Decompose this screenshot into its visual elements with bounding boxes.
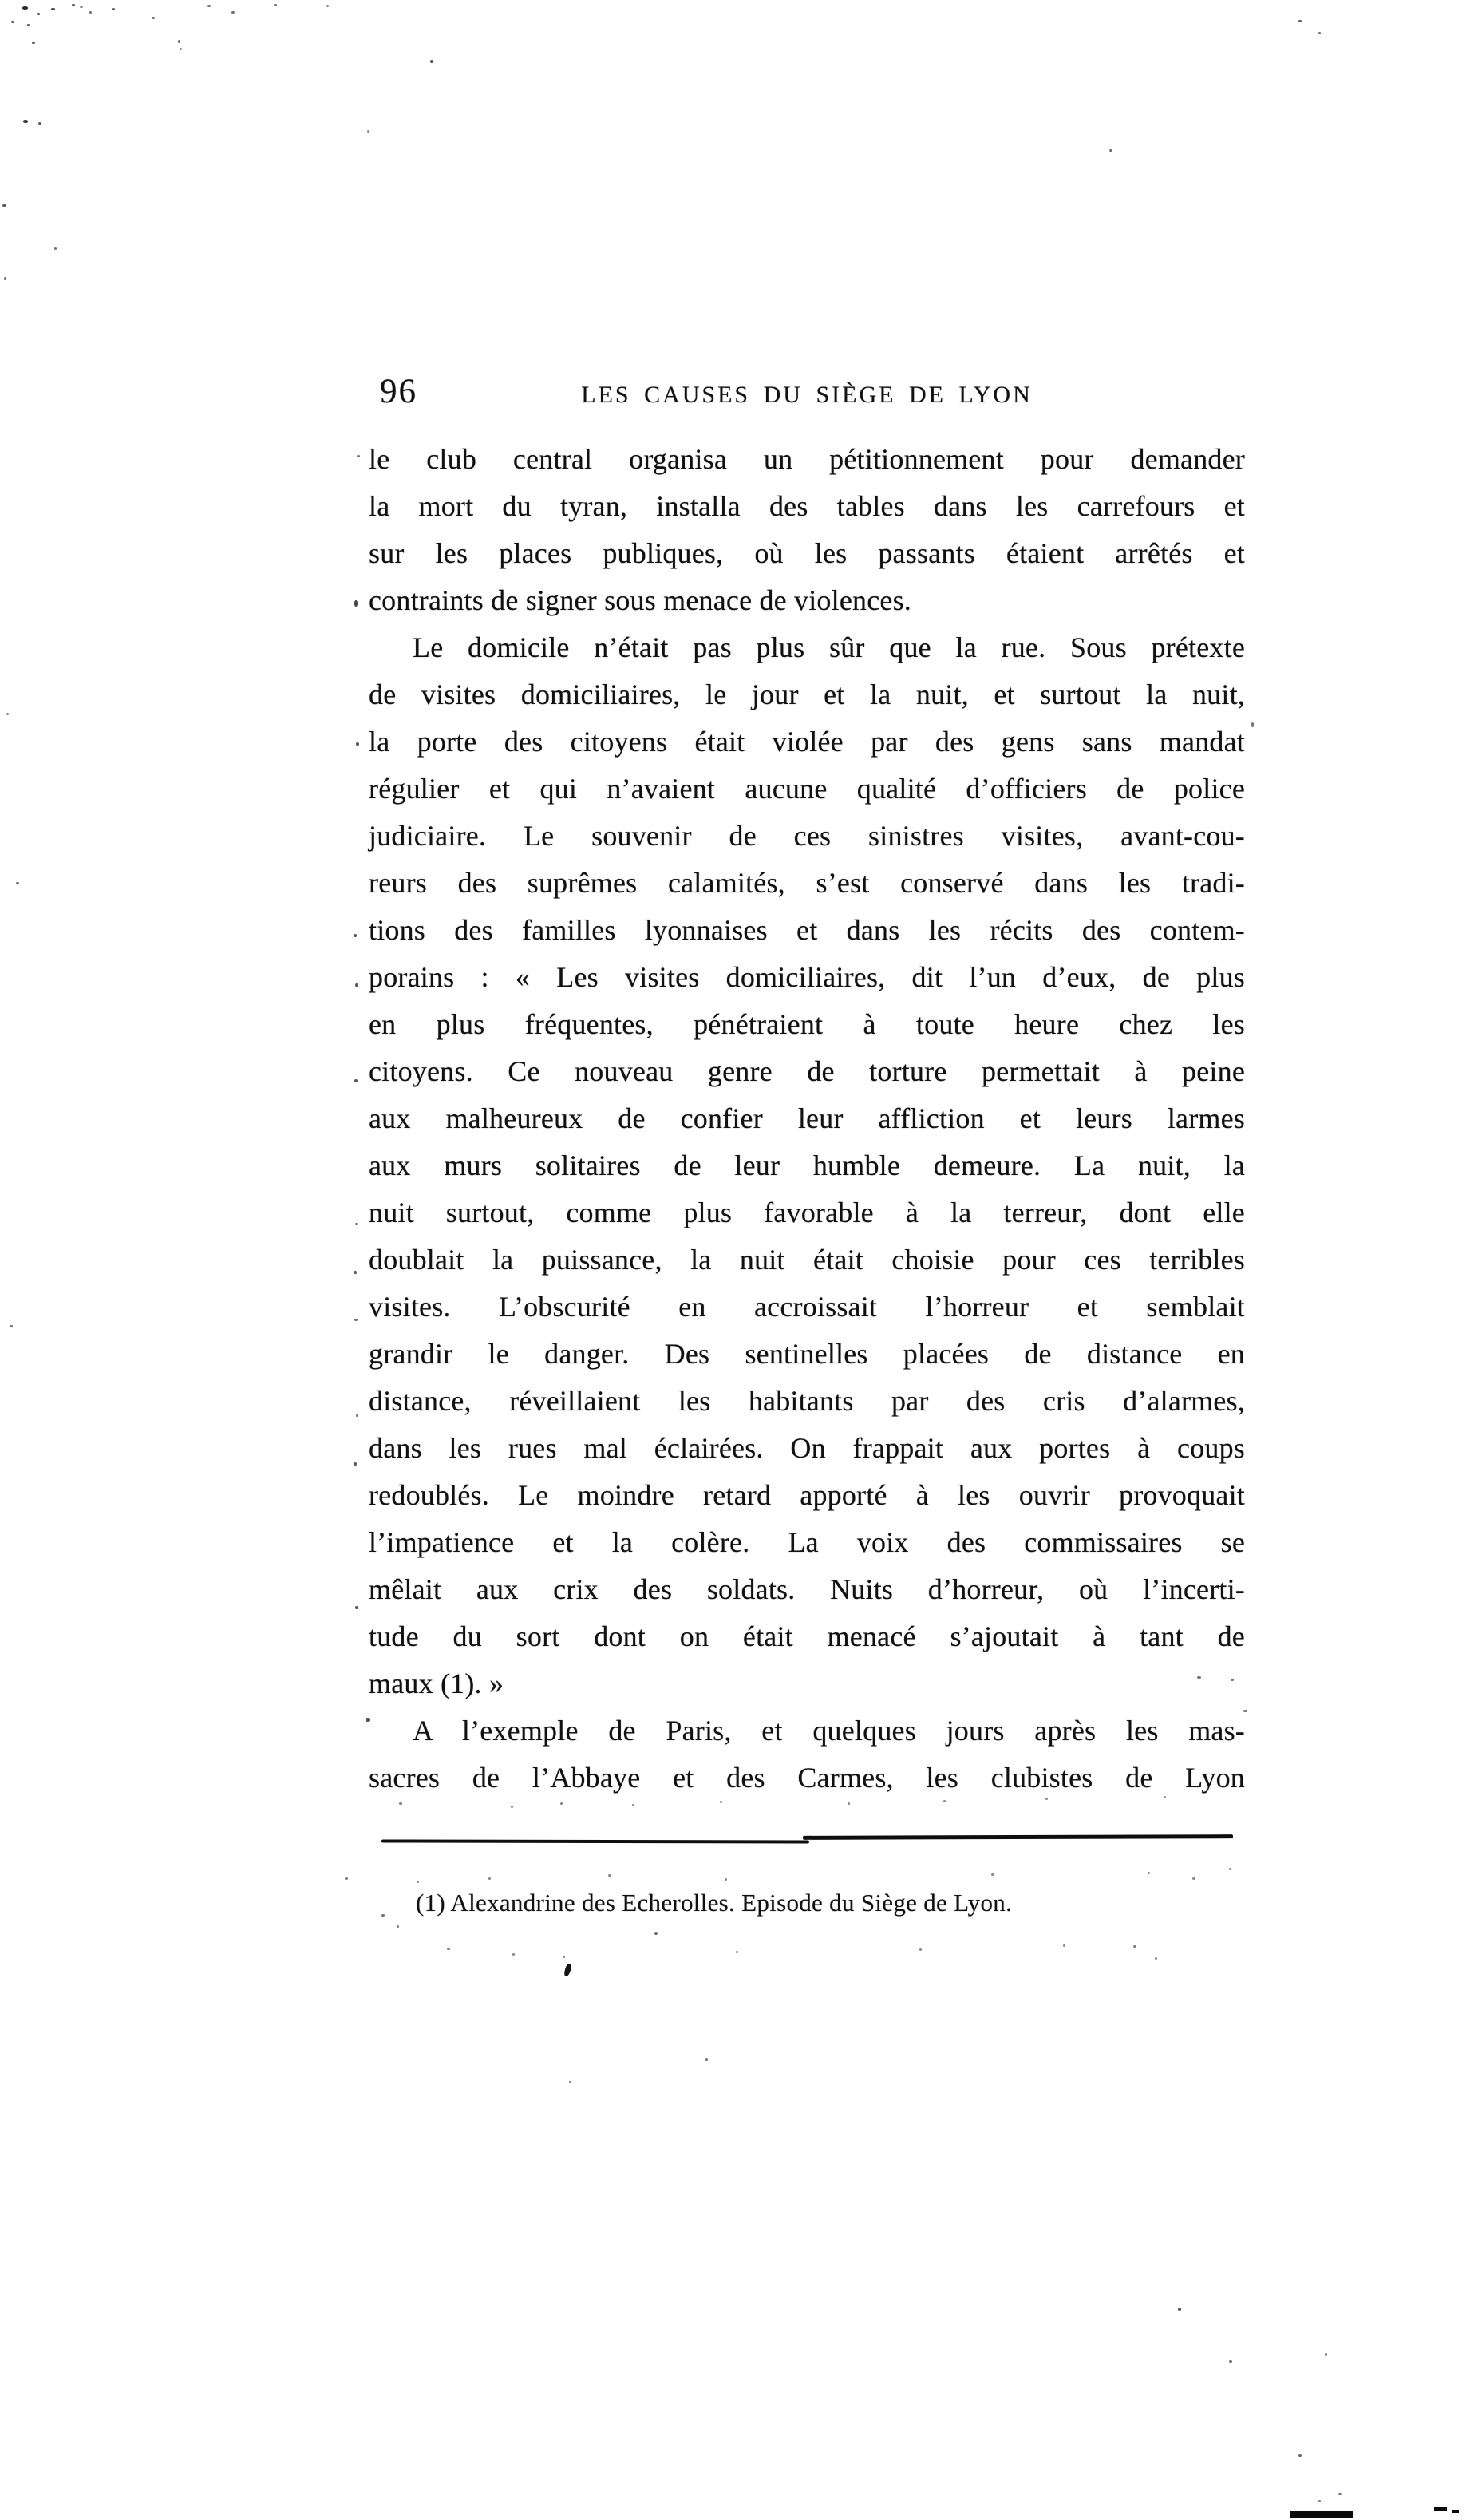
scan-speck [11, 21, 14, 23]
text-line: tions des familles lyonnaises et dans les récits des contem- [369, 914, 1245, 946]
scan-speck [511, 1806, 513, 1808]
text-line: A l’exemple de Paris, et quelques jours après les mas- [413, 1715, 1245, 1747]
scan-speck [399, 1802, 402, 1805]
text-line: tude du sort dont on était menacé s’ajoutait à tant de [369, 1620, 1245, 1652]
scan-speck [354, 600, 358, 607]
scan-speck [705, 2058, 708, 2061]
scan-speck [943, 1800, 946, 1802]
scan-speck [366, 1718, 370, 1722]
scan-speck [397, 1925, 399, 1928]
scan-speck [37, 13, 40, 15]
footnote: (1) Alexandrine des Echerolles. Episode du Siège de Lyon. [416, 1889, 1013, 1917]
scan-speck [1318, 32, 1321, 34]
scan-speck [1045, 1798, 1048, 1800]
scan-speck [720, 1801, 722, 1803]
scan-speck [89, 11, 92, 14]
scan-speck [72, 4, 75, 6]
scan-speck [27, 24, 30, 26]
scan-speck [178, 40, 180, 43]
scan-speck [2, 204, 6, 207]
page-number: 96 [380, 373, 417, 410]
scan-speck [1148, 1872, 1150, 1874]
scan-speck [180, 48, 182, 50]
footnote-rule-segment-left [381, 1839, 809, 1843]
text-line: nuit surtout, comme plus favorable à la terreur, dont elle [369, 1197, 1245, 1228]
scan-speck [357, 455, 360, 457]
scan-speck [417, 1881, 419, 1883]
scan-artifact-comma [563, 1963, 572, 1976]
scan-speck [919, 1948, 922, 1951]
text-line: aux malheureux de confier leur affliction et leurs larmes [369, 1102, 1245, 1134]
scan-speck [1178, 2308, 1181, 2311]
scan-speck [512, 1953, 515, 1956]
scan-speck [563, 1956, 565, 1958]
scan-speck [569, 2081, 571, 2083]
scan-speck [447, 1948, 450, 1950]
scan-speck [1155, 1957, 1157, 1960]
scan-speck [1229, 2360, 1232, 2363]
scan-speck [608, 1874, 611, 1877]
text-line: aux murs solitaires de leur humble demeure. La nuit, la [369, 1149, 1245, 1181]
scan-speck [1251, 722, 1254, 727]
scan-speck [207, 5, 211, 7]
text-line: sacres de l’Abbaye et des Carmes, les clubistes de Lyon [369, 1762, 1245, 1794]
scan-speck [112, 8, 115, 10]
scan-speck [654, 1932, 658, 1935]
scan-speck [354, 1079, 358, 1082]
scan-speck [1192, 1877, 1195, 1880]
scan-speck [354, 934, 357, 937]
scan-speck [54, 247, 57, 250]
text-line: en plus fréquentes, pénétraient à toute heure chez les [369, 1008, 1245, 1040]
text-line: la mort du tyran, installa des tables dans les carrefours et [369, 490, 1245, 522]
text-line: régulier et qui n’avaient aucune qualité d’officiers de police [369, 773, 1245, 805]
text-line: maux (1). » [369, 1667, 504, 1699]
scan-speck [991, 1873, 994, 1876]
scan-speck [1318, 2500, 1321, 2502]
scan-speck [356, 742, 359, 746]
scan-speck [381, 1914, 385, 1917]
scan-speck [736, 1951, 738, 1953]
scan-speck [38, 122, 41, 125]
scan-speck [356, 1414, 358, 1417]
scan-speck [1338, 2493, 1342, 2495]
running-header: LES CAUSES DU SIÈGE DE LYON [581, 382, 1033, 408]
scan-speck [6, 713, 9, 715]
text-line: Le domicile n’était pas plus sûr que la rue. Sous prétexte [413, 631, 1245, 663]
text-line: la porte des citoyens était violée par des gens sans mandat [369, 726, 1245, 758]
scan-speck [355, 1223, 358, 1225]
scan-speck [367, 130, 370, 133]
text-line: citoyens. Ce nouveau genre de torture permettait à peine [369, 1055, 1245, 1087]
scan-speck [1325, 2353, 1327, 2356]
scan-speck [1229, 1868, 1231, 1870]
scan-speck [354, 1271, 357, 1274]
text-line: grandir le danger. Des sentinelles placées de distance en [369, 1338, 1245, 1370]
scan-speck [80, 6, 83, 8]
scan-speck [1164, 1796, 1166, 1798]
scan-speck [560, 1802, 563, 1805]
scan-speck [848, 1802, 850, 1805]
text-line: de visites domiciliaires, le jour et la nuit, et surtout la nuit, [369, 678, 1245, 710]
page-edge-mark [1290, 2511, 1353, 2518]
scan-speck [10, 1325, 13, 1327]
text-line: reurs des suprêmes calamités, s’est conservé dans les tradi- [369, 867, 1245, 899]
text-line: redoublés. Le moindre retard apporté à les ouvrir provoquait [369, 1479, 1245, 1511]
scan-speck [4, 277, 6, 280]
scan-speck [1298, 20, 1302, 22]
text-line: le club central organisa un pétitionnement pour demander [369, 443, 1245, 475]
scan-speck [632, 1804, 634, 1806]
text-line: visites. L’obscurité en accroissait l’horreur et semblait [369, 1291, 1245, 1323]
scan-speck [326, 5, 329, 7]
scan-speck [354, 1462, 357, 1466]
scan-speck [1133, 1945, 1136, 1948]
body-text [369, 436, 1245, 1802]
scan-speck [16, 882, 19, 884]
text-line: dans les rues mal éclairées. On frappait aux portes à coups [369, 1432, 1245, 1464]
text-line: distance, réveillaient les habitants par des cris d’alarmes, [369, 1385, 1245, 1417]
scan-speck [345, 1877, 348, 1880]
scan-speck [22, 6, 28, 10]
scan-speck [1298, 2454, 1302, 2457]
text-line: sur les places publiques, où les passants étaient arrêtés et [369, 537, 1245, 569]
scan-speck [355, 1606, 358, 1609]
scan-speck [725, 1878, 727, 1881]
footnote-rule-segment-right [803, 1834, 1233, 1840]
text-line: judiciaire. Le souvenir de ces sinistres visites, avant-cou- [369, 820, 1245, 852]
scan-speck [1231, 1679, 1234, 1681]
page-edge-mark [1452, 2510, 1459, 2513]
scan-speck [51, 8, 55, 10]
scan-speck [231, 11, 235, 14]
text-line: porains : « Les visites domiciliaires, dit l’un d’eux, de plus [369, 961, 1245, 993]
scan-speck [274, 4, 277, 6]
scan-speck [430, 60, 433, 63]
scan-speck [354, 1319, 358, 1321]
scan-speck [1063, 1944, 1065, 1947]
page-edge-mark [1434, 2507, 1447, 2511]
text-line: l’impatience et la colère. La voix des commissaires se [369, 1526, 1245, 1558]
text-line: mêlait aux crix des soldats. Nuits d’horreur, où l’incerti- [369, 1573, 1245, 1605]
scan-speck [152, 17, 155, 19]
text-line: contraints de signer sous menace de violences. [369, 584, 911, 616]
scan-speck [355, 983, 358, 987]
scan-speck [1197, 1676, 1201, 1679]
scan-speck [488, 1877, 491, 1880]
scan-speck [1109, 149, 1112, 152]
text-line: doublait la puissance, la nuit était choisie pour ces terribles [369, 1244, 1245, 1276]
scan-speck [32, 42, 35, 44]
scan-speck [1243, 1710, 1247, 1712]
scan-speck [23, 120, 28, 123]
